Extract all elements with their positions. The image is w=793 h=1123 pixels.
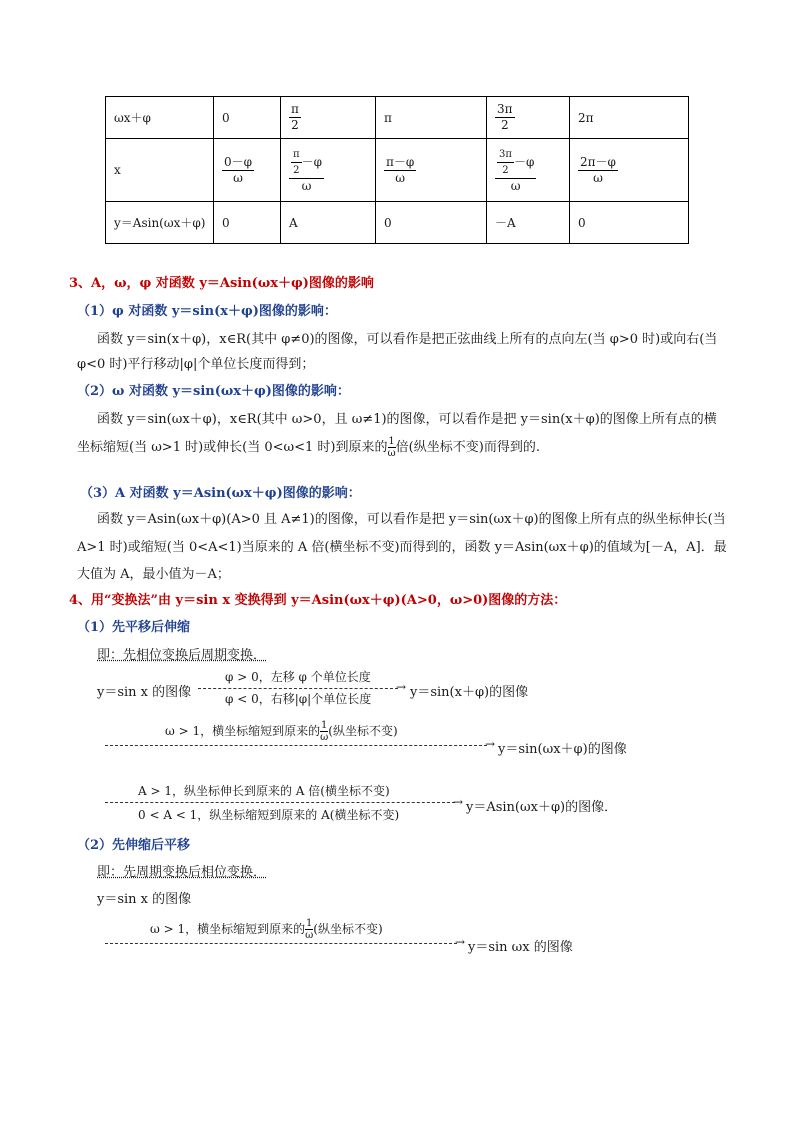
fraction: $\frac{\pi}{2}$ xyxy=(291,102,299,132)
section3-sub2-title: （2）ω 对函数 y＝sin(ωx＋φ)图像的影响： xyxy=(77,384,350,399)
section3-heading: 3、A，ω，φ 对函数 y＝Asin(ωx＋φ)图像的影响 xyxy=(69,276,374,291)
arrow-line xyxy=(105,745,487,746)
table-cell xyxy=(376,139,487,202)
step1-result: y＝sin(x＋φ)的图像 xyxy=(410,685,529,700)
section4-heading: 4、用“变换法”由 y＝sin x 变换得到 y＝Asin(ωx＋φ)(A>0，ω>0)图像的方法： xyxy=(69,593,567,608)
table-cell: y＝Asin(ωx＋φ) xyxy=(106,202,214,244)
table-cell: －A xyxy=(487,202,570,244)
fraction: $\frac{\pi}{2}$ －φ ω xyxy=(289,147,324,194)
table-cell xyxy=(570,139,689,202)
arrow-head: → xyxy=(485,737,496,751)
section3-sub3-line3: 大值为 A，最小值为－A； xyxy=(77,567,230,582)
sub2-start: y＝sin x 的图像 xyxy=(97,892,192,907)
section4-sub2-title: （2）先伸缩后平移 xyxy=(77,838,191,853)
fraction: $\frac{1}{\omega}$ xyxy=(320,720,329,743)
table-row xyxy=(106,139,689,202)
table-cell xyxy=(281,139,376,202)
fraction: $\frac{1}{\omega}$ xyxy=(387,436,396,459)
section3-sub1-line1: 函数 y＝sin(x＋φ)，x∈R(其中 φ≠0)的图像，可以看作是把正弦曲线上所有的点向左(当 φ>0 时)或向右(当 xyxy=(97,332,718,347)
step3-result: y＝Asin(ωx＋φ)的图像． xyxy=(466,800,618,815)
section3-sub1-line2: φ<0 时)平行移动|φ|个单位长度而得到； xyxy=(77,357,315,372)
sub2-step1-result: y＝sin ωx 的图像 xyxy=(468,940,573,955)
section4-sub2-intro: 即：先周期变换后相位变换． xyxy=(97,865,267,880)
step2-result: y＝sin(ωx＋φ)的图像 xyxy=(498,742,627,757)
arrow-line xyxy=(105,802,455,803)
fraction: $\frac{3\pi}{2}$ xyxy=(497,102,513,132)
arrow-head: → xyxy=(455,935,466,949)
table-cell xyxy=(487,97,570,139)
fraction: $\frac{2\pi-\varphi}{\omega}$ xyxy=(580,154,616,185)
table-cell: ωx＋φ xyxy=(106,97,214,139)
section4-sub1-title: （1）先平移后伸缩 xyxy=(77,620,191,635)
fraction: $\frac{0-\varphi}{\omega}$ xyxy=(224,154,253,185)
section3-sub3-line1: 函数 y＝Asin(ωx＋φ)(A>0 且 A≠1)的图像，可以看作是把 y＝sin(ωx＋φ)的图像上所有点的纵坐标伸长(当 xyxy=(97,512,726,527)
table-row xyxy=(106,202,689,244)
table-cell xyxy=(487,139,570,202)
table-cell: 0 xyxy=(214,97,281,139)
table-row xyxy=(106,97,689,139)
arrow-head: → xyxy=(453,795,464,809)
table-cell: 0 xyxy=(570,202,689,244)
step1-start: y＝sin x 的图像 xyxy=(97,685,192,700)
table-cell: x xyxy=(106,139,214,202)
sub2-step1-condition: ω > 1，横坐标缩短到原来的 $\frac{1}{\omega}$ (纵坐标不变) xyxy=(150,918,383,941)
step2-condition: ω > 1，横坐标缩短到原来的 $\frac{1}{\omega}$ (纵坐标不变) xyxy=(165,720,398,743)
step3-condition-top: A > 1，纵坐标伸长到原来的 A 倍(横坐标不变) xyxy=(138,784,390,798)
table-cell: 2π xyxy=(570,97,689,139)
table-cell: A xyxy=(281,202,376,244)
table-cell: π xyxy=(376,97,487,139)
step1-condition-bottom: φ < 0，右移|φ|个单位长度 xyxy=(225,692,372,706)
arrow-line xyxy=(105,943,457,944)
arrow-head: → xyxy=(396,680,407,694)
section3-sub2-line2: 坐标缩短(当 ω>1 时)或伸长(当 0<ω<1 时)到原来的 $\frac{1}{\omega}$ 倍(纵坐标不变)而得到的. xyxy=(77,436,540,459)
fraction: $\frac{\pi-\varphi}{\omega}$ xyxy=(386,154,415,185)
step1-condition-top: φ > 0，左移 φ 个单位长度 xyxy=(225,670,371,684)
step3-condition-bottom: 0 < A < 1，纵坐标缩短到原来的 A(横坐标不变) xyxy=(138,808,400,822)
table-cell: 0 xyxy=(376,202,487,244)
fraction: $\frac{1}{\omega}$ xyxy=(305,918,314,941)
section3-sub3-line2: A>1 时)或缩短(当 0<A<1)当原来的 A 倍(横坐标不变)而得到的，函数 y＝Asin(ωx＋φ)的值域为[－A，A]．最 xyxy=(77,540,727,555)
fraction: $\frac{3\pi}{2}$ －φ ω xyxy=(495,147,536,194)
section4-sub1-intro: 即：先相位变换后周期变换． xyxy=(97,648,267,663)
value-table xyxy=(105,96,689,244)
table-cell xyxy=(214,139,281,202)
section3-sub2-line1: 函数 y＝sin(ωx＋φ)，x∈R(其中 ω>0，且 ω≠1)的图像，可以看作是把 y＝sin(x＋φ)的图像上所有点的横 xyxy=(97,412,717,427)
arrow-line xyxy=(198,688,398,689)
section3-sub3-title: （3）A 对函数 y＝Asin(ωx＋φ)图像的影响： xyxy=(80,486,361,501)
section3-sub1-title: （1）φ 对函数 y＝sin(x＋φ)图像的影响： xyxy=(77,304,337,319)
table-cell: 0 xyxy=(214,202,281,244)
table-cell xyxy=(281,97,376,139)
